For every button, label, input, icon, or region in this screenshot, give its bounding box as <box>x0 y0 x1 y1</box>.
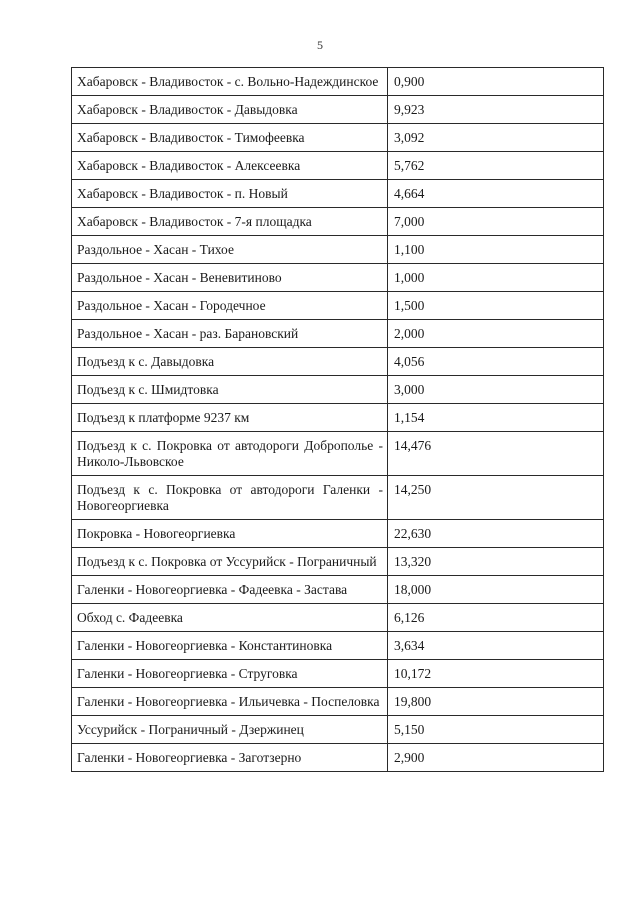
road-length-cell: 3,000 <box>388 376 604 404</box>
road-name-cell: Хабаровск - Владивосток - Алексеевка <box>72 152 388 180</box>
page-number: 5 <box>317 38 323 52</box>
road-name-cell: Подъезд к с. Шмидтовка <box>72 376 388 404</box>
table-row <box>72 688 604 716</box>
road-name-cell: Хабаровск - Владивосток - с. Вольно-Надеждинское <box>72 68 388 96</box>
road-length-cell: 3,092 <box>388 124 604 152</box>
road-name-cell: Уссурийск - Пограничный - Дзержинец <box>72 716 388 744</box>
table-row <box>72 124 604 152</box>
road-name-cell: Подъезд к с. Покровка от автодороги Галенки - Новогеоргиевка <box>72 476 388 520</box>
roads-table-body <box>72 68 604 772</box>
road-name-cell: Обход с. Фадеевка <box>72 604 388 632</box>
road-name-cell: Хабаровск - Владивосток - 7-я площадка <box>72 208 388 236</box>
road-length-cell: 3,634 <box>388 632 604 660</box>
table-row <box>72 236 604 264</box>
table-row <box>72 604 604 632</box>
table-row <box>72 576 604 604</box>
road-length-cell: 18,000 <box>388 576 604 604</box>
table-row <box>72 68 604 96</box>
road-length-cell: 0,900 <box>388 68 604 96</box>
table-row <box>72 96 604 124</box>
road-length-cell: 22,630 <box>388 520 604 548</box>
road-length-cell: 5,150 <box>388 716 604 744</box>
table-row <box>72 152 604 180</box>
road-length-cell: 2,900 <box>388 744 604 772</box>
road-name-cell: Галенки - Новогеоргиевка - Ильичевка - Поспеловка <box>72 688 388 716</box>
table-row <box>72 376 604 404</box>
road-name-cell: Галенки - Новогеоргиевка - Струговка <box>72 660 388 688</box>
road-length-cell: 1,500 <box>388 292 604 320</box>
table-row <box>72 548 604 576</box>
table-row <box>72 348 604 376</box>
road-name-cell: Галенки - Новогеоргиевка - Заготзерно <box>72 744 388 772</box>
road-name-cell: Раздольное - Хасан - Городечное <box>72 292 388 320</box>
table-row <box>72 264 604 292</box>
road-name-cell: Подъезд к платформе 9237 км <box>72 404 388 432</box>
road-length-cell: 14,476 <box>388 432 604 476</box>
road-name-cell: Раздольное - Хасан - Веневитиново <box>72 264 388 292</box>
roads-table <box>71 67 604 772</box>
table-row <box>72 404 604 432</box>
table-row <box>72 180 604 208</box>
road-length-cell: 5,762 <box>388 152 604 180</box>
road-length-cell: 13,320 <box>388 548 604 576</box>
road-name-cell: Подъезд к с. Покровка от Уссурийск - Пограничный <box>72 548 388 576</box>
road-name-cell: Подъезд к с. Давыдовка <box>72 348 388 376</box>
road-name-cell: Хабаровск - Владивосток - Тимофеевка <box>72 124 388 152</box>
road-length-cell: 4,056 <box>388 348 604 376</box>
road-name-cell: Покровка - Новогеоргиевка <box>72 520 388 548</box>
road-name-cell: Подъезд к с. Покровка от автодороги Доброполье - Николо-Львовское <box>72 432 388 476</box>
table-row <box>72 744 604 772</box>
road-name-cell: Галенки - Новогеоргиевка - Константиновка <box>72 632 388 660</box>
road-length-cell: 1,000 <box>388 264 604 292</box>
table-row <box>72 716 604 744</box>
road-length-cell: 1,154 <box>388 404 604 432</box>
road-name-cell: Хабаровск - Владивосток - Давыдовка <box>72 96 388 124</box>
road-length-cell: 6,126 <box>388 604 604 632</box>
table-row <box>72 292 604 320</box>
road-length-cell: 7,000 <box>388 208 604 236</box>
table-row <box>72 208 604 236</box>
table-row <box>72 660 604 688</box>
road-length-cell: 1,100 <box>388 236 604 264</box>
road-length-cell: 19,800 <box>388 688 604 716</box>
table-row <box>72 520 604 548</box>
road-name-cell: Раздольное - Хасан - раз. Барановский <box>72 320 388 348</box>
table-row <box>72 476 604 520</box>
table-row <box>72 432 604 476</box>
road-name-cell: Раздольное - Хасан - Тихое <box>72 236 388 264</box>
table-row <box>72 632 604 660</box>
table-row <box>72 320 604 348</box>
road-length-cell: 4,664 <box>388 180 604 208</box>
road-length-cell: 9,923 <box>388 96 604 124</box>
road-length-cell: 2,000 <box>388 320 604 348</box>
road-name-cell: Галенки - Новогеоргиевка - Фадеевка - Застава <box>72 576 388 604</box>
road-length-cell: 14,250 <box>388 476 604 520</box>
road-name-cell: Хабаровск - Владивосток - п. Новый <box>72 180 388 208</box>
road-length-cell: 10,172 <box>388 660 604 688</box>
